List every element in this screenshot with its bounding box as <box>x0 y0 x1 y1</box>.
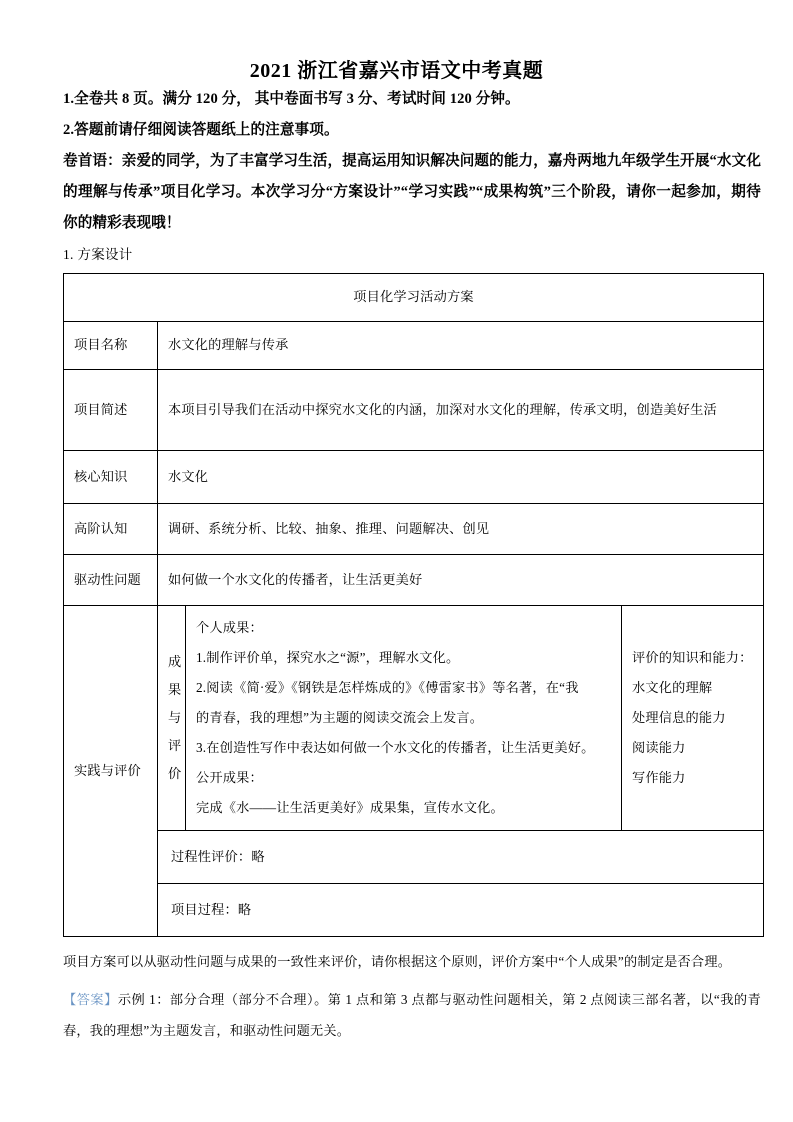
vertical-char-5: 价 <box>168 766 182 781</box>
row-label-driving-question: 驱动性问题 <box>64 555 158 606</box>
row-value-process-evaluation: 过程性评价：略 <box>158 831 764 884</box>
outcome-line-4: 的青春，我的理想”为主题的阅读交流会上发言。 <box>196 710 484 725</box>
outcome-line-7: 完成《水——让生活更美好》成果集，宣传水文化。 <box>196 800 504 815</box>
row-label-higher-cognition: 高阶认知 <box>64 504 158 555</box>
vertical-char-1: 成 <box>168 654 182 669</box>
outcome-line-6: 公开成果： <box>196 770 263 785</box>
outcome-line-5: 3.在创造性写作中表达如何做一个水文化的传播者，让生活更美好。 <box>196 740 595 755</box>
criteria-line-4: 阅读能力 <box>632 740 686 755</box>
row-value-project-name: 水文化的理解与传承 <box>158 322 764 370</box>
table-caption: 项目化学习活动方案 <box>64 274 764 322</box>
outcome-line-3: 2.阅读《简·爱》《钢铁是怎样炼成的》《傅雷家书》等名著，在“我 <box>196 680 579 695</box>
criteria-line-5: 写作能力 <box>632 770 686 785</box>
vertical-char-3: 与 <box>168 710 182 725</box>
instruction-line-1: 1.全卷共 8 页。满分 120 分， 其中卷面书写 3 分、考试时间 120 分钟。 <box>63 91 520 107</box>
project-plan-table <box>63 273 764 937</box>
vertical-label-outcome-evaluation <box>158 606 186 831</box>
answer-block <box>30 977 763 1046</box>
row-value-driving-question: 如何做一个水文化的传播者，让生活更美好 <box>158 555 764 606</box>
table-row-process-evaluation <box>64 831 764 884</box>
answer-tag: 【答案】 <box>63 992 118 1007</box>
row-value-project-summary: 本项目引导我们在活动中探究水文化的内涵，加深对水文化的理解，传承文明，创造美好生活 <box>158 370 764 451</box>
section-label-plan-design: 1. 方案设计 <box>63 247 133 262</box>
row-value-higher-cognition: 调研、系统分析、比较、抽象、推理、问题解决、创见 <box>158 504 764 555</box>
preface-paragraph: 卷首语：亲爱的同学，为了丰富学习生活，提高运用知识解决问题的能力，嘉舟两地九年级学生开展“水文化的理解与传承”项目化学习。本次学习分“方案设计”“学习实践”“成果构筑”三个阶段，请你一起参加，期待你的精彩表现哦！ <box>63 153 762 231</box>
answer-text: 示例 1：部分合理（部分不合理）。第 1 点和第 3 点都与驱动性问题相关，第 2 点阅读三部名著，以“我的青春，我的理想”为主题发言，和驱动性问题无关。 <box>63 992 761 1038</box>
table-row <box>64 451 764 504</box>
table-row-practice <box>64 606 764 831</box>
table-row-caption <box>64 274 764 322</box>
page-title: 2021 浙江省嘉兴市语文中考真题 <box>249 60 544 82</box>
row-value-core-knowledge: 水文化 <box>158 451 764 504</box>
outcome-line-2: 1.制作评价单，探究水之“源”，理解水文化。 <box>196 650 460 665</box>
instruction-line-2: 2.答题前请仔细阅读答题纸上的注意事项。 <box>63 122 339 138</box>
criteria-line-3: 处理信息的能力 <box>632 710 726 725</box>
criteria-line-1: 评价的知识和能力： <box>632 650 753 665</box>
table-row <box>64 555 764 606</box>
table-row <box>64 322 764 370</box>
outcome-line-1: 个人成果： <box>196 620 263 635</box>
row-label-project-summary: 项目简述 <box>64 370 158 451</box>
question-prompt: 项目方案可以从驱动性问题与成果的一致性来评价，请你根据这个原则，评价方案中“个人成果”的制定是否合理。 <box>63 954 732 969</box>
row-value-project-process: 项目过程：略 <box>158 884 764 937</box>
vertical-char-4: 评 <box>168 738 182 753</box>
exam-instructions <box>30 84 763 239</box>
table-row <box>64 370 764 451</box>
cell-evaluation-criteria <box>622 606 764 831</box>
table-row-project-process <box>64 884 764 937</box>
criteria-line-2: 水文化的理解 <box>632 680 713 695</box>
row-label-project-name: 项目名称 <box>64 322 158 370</box>
vertical-char-2: 果 <box>168 682 182 697</box>
table-row <box>64 504 764 555</box>
row-label-practice-evaluation: 实践与评价 <box>64 606 158 937</box>
row-label-core-knowledge: 核心知识 <box>64 451 158 504</box>
cell-outcomes <box>186 606 622 831</box>
